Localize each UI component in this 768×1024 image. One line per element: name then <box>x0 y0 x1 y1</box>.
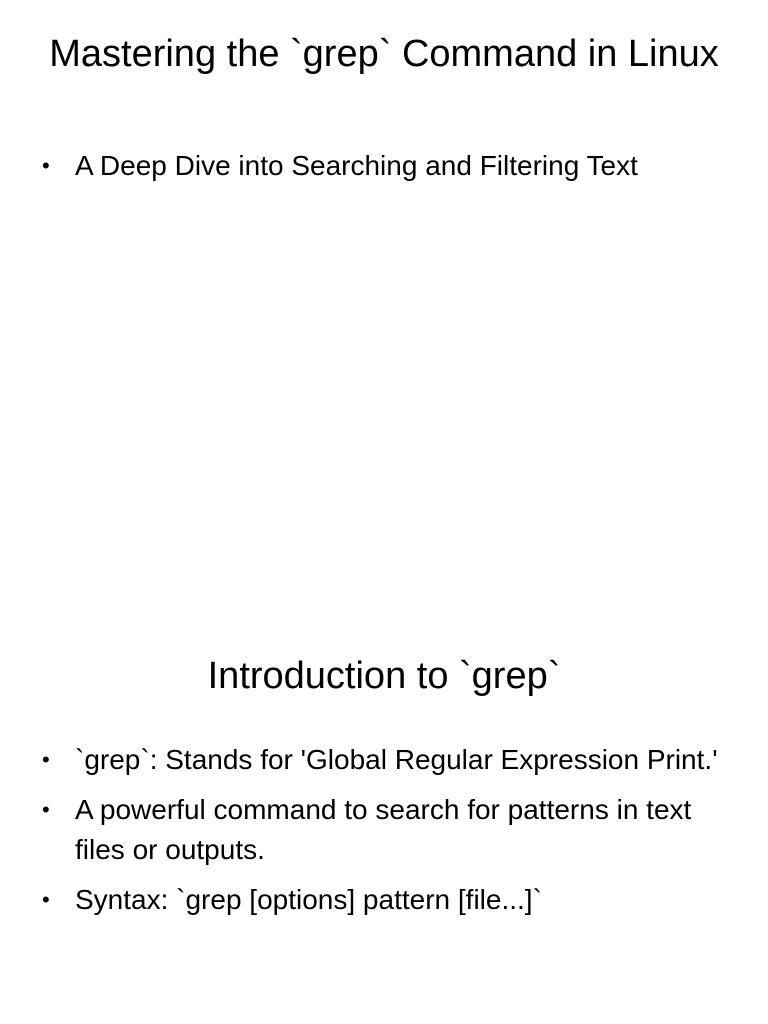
bullet-icon: • <box>42 153 50 178</box>
bullet-item <box>42 880 732 920</box>
slide-introduction-bullet-list <box>42 740 732 930</box>
slide-title-heading: Mastering the `grep` Command in Linux <box>49 33 719 75</box>
bullet-text: Syntax: `grep [options] pattern [file...]` <box>75 884 542 915</box>
bullet-text: `grep`: Stands for 'Global Regular Expression Print.' <box>75 744 718 775</box>
slide-introduction-heading: Introduction to `grep` <box>207 655 561 697</box>
slide-title-bullet-list <box>42 146 732 196</box>
bullet-item <box>42 146 732 186</box>
bullet-icon: • <box>42 797 50 822</box>
bullet-icon: • <box>42 887 50 912</box>
bullet-item <box>42 790 732 870</box>
bullet-icon: • <box>42 747 50 772</box>
bullet-item <box>42 740 732 780</box>
slide-introduction <box>0 620 768 1024</box>
bullet-text: A Deep Dive into Searching and Filtering Text <box>75 150 638 181</box>
bullet-text: A powerful command to search for patterns in text files or outputs. <box>75 794 692 865</box>
